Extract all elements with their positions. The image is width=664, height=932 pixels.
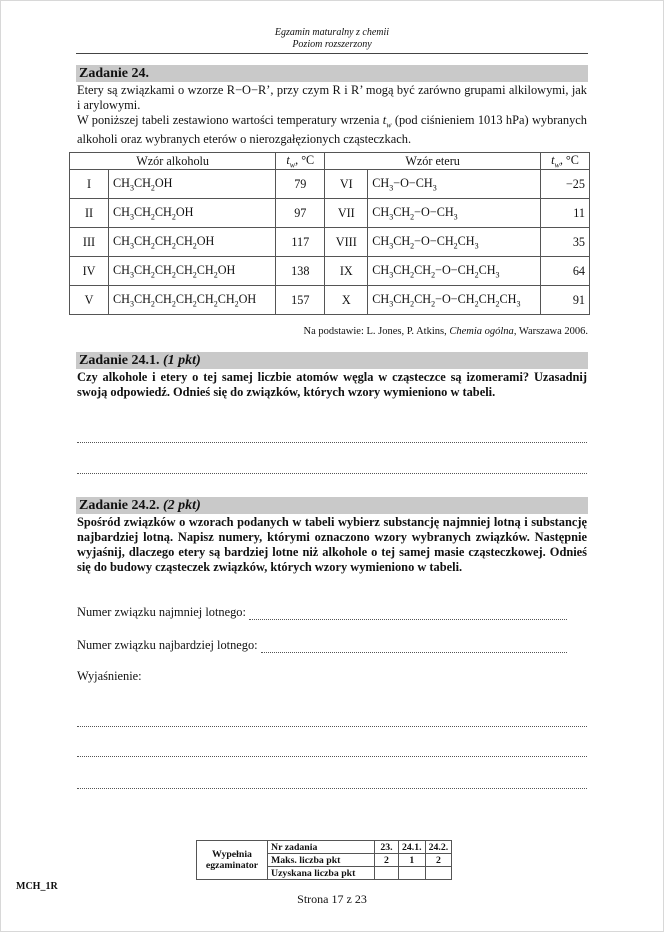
alcohol-formula: $CH_3CH_2CH_2CH_2CH_2OH$ — [109, 257, 276, 286]
col-t-ether-header — [541, 153, 590, 170]
ether-boiling-point: −25 — [541, 170, 590, 199]
answer-line[interactable] — [77, 756, 587, 757]
task-24-1-text: Czy alkohole i etery o tej samej liczbie atomów węgla w cząsteczce są izomerami? Uzasadnij swoją odpowiedź. Odnieś się do związków, których wzory wymieniono w tabeli. — [77, 370, 587, 399]
task-24-1-title — [76, 352, 588, 369]
header-rule — [76, 53, 588, 54]
t-symbol: t — [286, 153, 290, 167]
alcohol-boiling-point: 138 — [276, 257, 325, 286]
page-number: Strona 17 z 23 — [297, 892, 367, 906]
task-number-23: 23. — [375, 841, 399, 854]
answer-line[interactable] — [77, 442, 587, 443]
ether-boiling-point: 11 — [541, 199, 590, 228]
ether-number: X — [325, 286, 368, 315]
task-24-2-text: Spośród związków o wzorach podanych w tabeli wybierz substancję najmniej lotną i substancję najbardziej lotną. Napisz numery, którymi oznaczono wzory wybranych związków. Następnie wyjaśnij, dlaczego etery są bardziej lotne niż alkohole o tej samej masie cząsteczkowej. Odnieś się do budowy cząsteczek związków, których wzory wymieniono w tabeli. — [77, 515, 587, 574]
answer-line[interactable] — [77, 473, 587, 474]
source-note — [0, 326, 588, 337]
ether-boiling-point: 35 — [541, 228, 590, 257]
ether-boiling-point: 64 — [541, 257, 590, 286]
least-volatile-row — [77, 605, 567, 620]
least-volatile-answer[interactable] — [249, 609, 567, 620]
intro-tw-symbol: t — [382, 113, 387, 127]
col-alcohol-header: Wzór alkoholu — [70, 153, 276, 170]
obtained-points-24-2[interactable] — [425, 867, 452, 880]
header-level: Poziom rozszerzony — [292, 39, 372, 50]
t-subscript: w — [289, 160, 296, 170]
examiner-score-table — [196, 840, 452, 880]
task-number-24-1: 24.1. — [399, 841, 426, 854]
most-volatile-label: Numer związku najbardziej lotnego: — [77, 638, 258, 652]
alcohol-number: IV — [70, 257, 109, 286]
task-24-2-number: Zadanie 24.2. — [79, 498, 160, 513]
alcohol-formula: $CH_3CH_2CH_2OH$ — [109, 199, 276, 228]
alcohol-boiling-point: 157 — [276, 286, 325, 315]
alcohol-formula: $CH_3CH_2CH_2CH_2CH_2CH_2OH$ — [109, 286, 276, 315]
t-symbol: t — [551, 153, 555, 167]
table-row — [70, 170, 590, 199]
table-row — [70, 286, 590, 315]
boiling-points-table — [69, 152, 590, 315]
answer-line[interactable] — [77, 726, 587, 727]
task-24-1-points: (1 pkt) — [163, 353, 201, 368]
source-place: , Warszawa 2006. — [513, 326, 588, 337]
ether-boiling-point: 91 — [541, 286, 590, 315]
alcohol-formula: $CH_3CH_2CH_2CH_2OH$ — [109, 228, 276, 257]
ether-formula: $CH_3-O-CH_3$ — [368, 170, 541, 199]
ether-number: VII — [325, 199, 368, 228]
ether-number: IX — [325, 257, 368, 286]
max-points-24-2: 2 — [425, 854, 452, 867]
intro-tw-subscript: w — [386, 120, 392, 130]
task-24-2-title — [76, 497, 588, 514]
col-t-alcohol-header — [276, 153, 325, 170]
ether-formula: $CH_3CH_2-O-CH_3$ — [368, 199, 541, 228]
exam-code: MCH_1R — [16, 881, 58, 892]
examiner-label-1: Wypełnia — [212, 849, 252, 860]
alcohol-number: I — [70, 170, 109, 199]
most-volatile-row — [77, 638, 567, 653]
alcohol-formula: $CH_3CH_2OH$ — [109, 170, 276, 199]
t-unit: , °C — [559, 153, 579, 167]
source-authors: Na podstawie: L. Jones, P. Atkins, — [303, 326, 450, 337]
task-24-intro — [77, 83, 587, 147]
header-exam-title: Egzamin maturalny z chemii — [274, 27, 390, 38]
alcohol-number: II — [70, 199, 109, 228]
task-24-1-number: Zadanie 24.1. — [79, 353, 160, 368]
task-24-title: Zadanie 24. — [76, 65, 588, 82]
page-header — [0, 27, 664, 51]
obtained-points-23[interactable] — [375, 867, 399, 880]
obtained-points-label: Uzyskana liczba pkt — [268, 867, 375, 880]
max-points-24-1: 1 — [399, 854, 426, 867]
ether-number: VI — [325, 170, 368, 199]
examiner-label-2: egzaminator — [205, 860, 259, 871]
table-row — [70, 257, 590, 286]
examiner-label — [197, 841, 268, 880]
intro-text-b: (pod ciśnieniem 1013 hPa) wybranych alkoholi oraz wybranych eterów o nierozgałęzionych cząsteczkach. — [77, 113, 587, 147]
intro-text-a: W poniższej tabeli zestawiono wartości temperatury wrzenia — [77, 113, 383, 127]
task-number-24-2: 24.2. — [425, 841, 452, 854]
table-row — [70, 228, 590, 257]
alcohol-boiling-point: 79 — [276, 170, 325, 199]
max-points-23: 2 — [375, 854, 399, 867]
alcohol-boiling-point: 117 — [276, 228, 325, 257]
table-row — [70, 199, 590, 228]
t-subscript: w — [554, 160, 560, 170]
task-24-2-points: (2 pkt) — [163, 498, 201, 513]
task-24-intro-1: Etery są związkami o wzorze R−O−R’, przy czym R i R’ mogą być zarówno grupami alkilowymi, jak i arylowymi. — [77, 83, 587, 112]
task-number-label: Nr zadania — [268, 841, 375, 854]
least-volatile-label: Numer związku najmniej lotnego: — [77, 605, 246, 619]
answer-line[interactable] — [77, 788, 587, 789]
task-24-intro-2 — [77, 113, 587, 147]
ether-formula: $CH_3CH_2CH_2-O-CH_2CH_2CH_3$ — [368, 286, 541, 315]
col-ether-header: Wzór eteru — [325, 153, 541, 170]
source-book: Chemia ogólna — [449, 326, 514, 337]
alcohol-number: III — [70, 228, 109, 257]
obtained-points-24-1[interactable] — [399, 867, 426, 880]
table-header-row — [70, 153, 590, 170]
ether-number: VIII — [325, 228, 368, 257]
t-unit: , °C — [295, 153, 315, 167]
alcohol-boiling-point: 97 — [276, 199, 325, 228]
ether-formula: $CH_3CH_2CH_2-O-CH_2CH_3$ — [368, 257, 541, 286]
alcohol-number: V — [70, 286, 109, 315]
most-volatile-answer[interactable] — [261, 642, 567, 653]
ether-formula: $CH_3CH_2-O-CH_2CH_3$ — [368, 228, 541, 257]
explanation-label: Wyjaśnienie: — [77, 669, 142, 683]
max-points-label: Maks. liczba pkt — [268, 854, 375, 867]
